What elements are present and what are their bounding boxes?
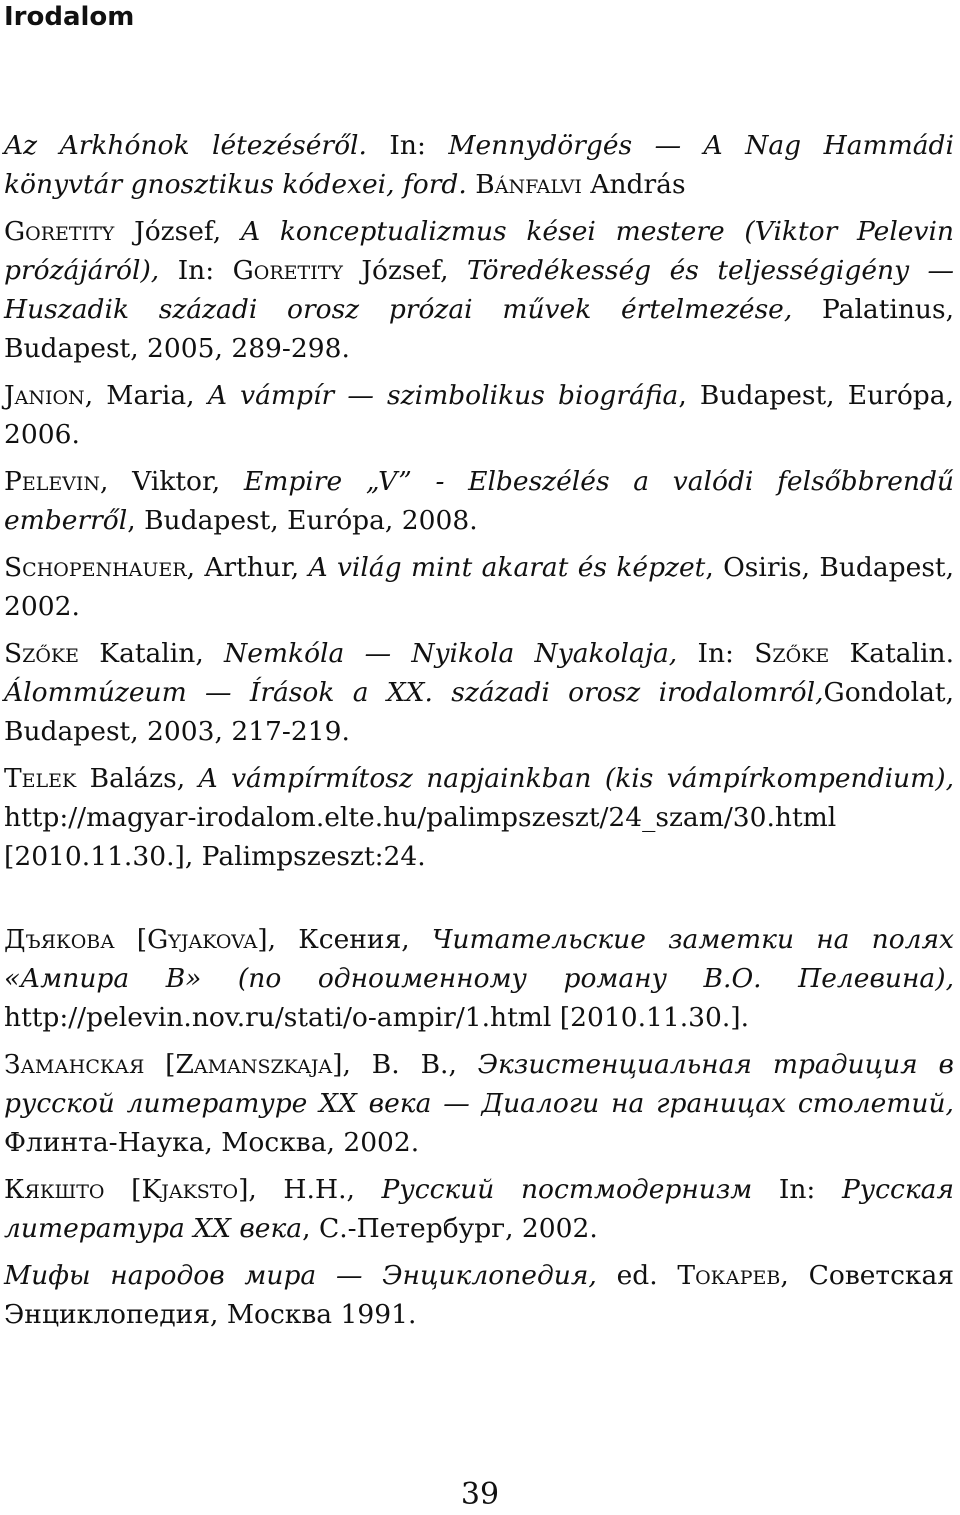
entry-text: In: <box>752 1174 842 1205</box>
entry-text: , Arthur, <box>186 552 309 583</box>
entry-title-text: Mennydörgés — A Nag Hammádi könyvtár gnosztikus kódexei, ford. <box>4 130 954 200</box>
entry-text: ], В. В., <box>332 1049 478 1080</box>
author-name: Telek <box>4 763 77 794</box>
author-name: Кякшто <box>4 1174 105 1205</box>
entry-title-text: Álommúzeum — Írások a XX. századi orosz irodalomról, <box>4 677 824 708</box>
author-name: Szőke <box>4 638 79 669</box>
entry-title-text: Az Arkhónok létezéséről. <box>4 130 367 161</box>
author-name: Goretity <box>4 216 115 247</box>
entry-title-text: Экзистенциальная традиция в русской литературе XX века — Диалоги на границах столетий, <box>4 1049 954 1119</box>
author-name: Janion <box>4 380 85 411</box>
entry-title-text: Töredékesség és teljességigény — Huszadik századi orosz prózai művek értelmezése, <box>4 255 955 325</box>
entry-title-text: A konceptualizmus kései mestere (Viktor Pelevin prózájáról), <box>4 216 954 286</box>
bibliography-entry <box>4 759 954 876</box>
author-name: Дъякова <box>4 924 115 955</box>
entry-text: ], Ксения, <box>257 924 432 955</box>
bibliography-entry <box>4 1170 954 1248</box>
section-title: Irodalom <box>4 2 135 32</box>
entry-text: , С.-Петербург, 2002. <box>302 1213 598 1244</box>
entry-text: [ <box>104 1174 142 1205</box>
bibliography-entry <box>4 376 954 454</box>
entry-title-text: A vámpír — szimbolikus biográfia <box>207 380 679 411</box>
entry-title-text: Русский постмодернизм <box>381 1174 753 1205</box>
author-name: Заманская <box>4 1049 145 1080</box>
entry-text: Gondolat, Budapest, 2003, 217-219. <box>4 677 954 747</box>
entry-text: , Budapest, Európa, 2006. <box>4 380 954 450</box>
author-name: Goretity <box>232 255 343 286</box>
entry-title-text: Empire „V” - Elbeszélés a valódi felsőbbrendű emberről <box>4 466 954 536</box>
author-name: Bánfalvi <box>475 169 582 200</box>
entry-text: , Osiris, Budapest, 2002. <box>4 552 955 622</box>
entry-text: Katalin. <box>829 638 954 669</box>
entry-title-text: Читательские заметки на полях «Ампира В» (по одноименному роману В.О. Пелевина), <box>4 924 955 994</box>
author-name: Zamanszkaja <box>175 1049 333 1080</box>
entry-text: Balázs, <box>76 763 199 794</box>
entry-title-text: A vámpírmítosz napjainkban (kis vámpírkompendium), <box>198 763 954 794</box>
entry-text: Palatinus, Budapest, 2005, 289-298. <box>4 294 954 364</box>
entry-text: In: <box>677 638 755 669</box>
entry-text: ed. <box>596 1260 678 1291</box>
author-name: Kjaksto <box>141 1174 239 1205</box>
entry-text <box>467 169 475 200</box>
bibliography-entry <box>4 126 954 204</box>
author-name: Pelevin <box>4 466 101 497</box>
entry-title-text: Nemkóla — Nyikola Nyakolaja, <box>224 638 678 669</box>
entry-text: [ <box>144 1049 176 1080</box>
entry-text: In: <box>366 130 449 161</box>
bibliography-entry <box>4 920 954 1037</box>
entry-text: József, <box>114 216 241 247</box>
author-name: Gyjakova <box>147 924 258 955</box>
entry-text: http://magyar-irodalom.elte.hu/palimpszeszt/24_szam/30.html [2010.11.30.], Palimpszeszt:24. <box>4 802 837 872</box>
entry-text: , Budapest, Európa, 2008. <box>127 505 478 536</box>
bibliography-entry <box>4 1256 954 1334</box>
entry-title-text: Русская литература XX века <box>4 1174 955 1244</box>
page-number: 39 <box>460 1477 500 1512</box>
entry-text: , Viktor, <box>100 466 244 497</box>
entry-text: http://pelevin.nov.ru/stati/o-ampir/1.html [2010.11.30.]. <box>4 1002 750 1033</box>
entry-text: , Maria, <box>84 380 208 411</box>
entry-text: Флинта-Наука, Москва, 2002. <box>4 1127 420 1158</box>
entry-title-text: Мифы народов мира — Энциклопедия, <box>4 1260 597 1291</box>
entry-title-text: A világ mint akarat és képzet <box>308 552 706 583</box>
bibliography-entry <box>4 462 954 540</box>
entry-text: , Советская Энциклопедия, Москва 1991. <box>4 1260 955 1330</box>
bibliography-entry <box>4 1045 954 1162</box>
author-name: Schopenhauer <box>4 552 187 583</box>
bibliography-list <box>4 126 954 1342</box>
entry-text: Katalin, <box>79 638 225 669</box>
entry-text: [ <box>114 924 148 955</box>
entry-text: József, <box>342 255 467 286</box>
entry-text: In: <box>159 255 233 286</box>
bibliography-entry <box>4 212 954 368</box>
bibliography-entry <box>4 634 954 751</box>
entry-text: András <box>581 169 686 200</box>
entry-text: ], Н.Н., <box>238 1174 382 1205</box>
author-name: Токарев <box>677 1260 781 1291</box>
author-name: Szőke <box>754 638 830 669</box>
bibliography-entry <box>4 548 954 626</box>
